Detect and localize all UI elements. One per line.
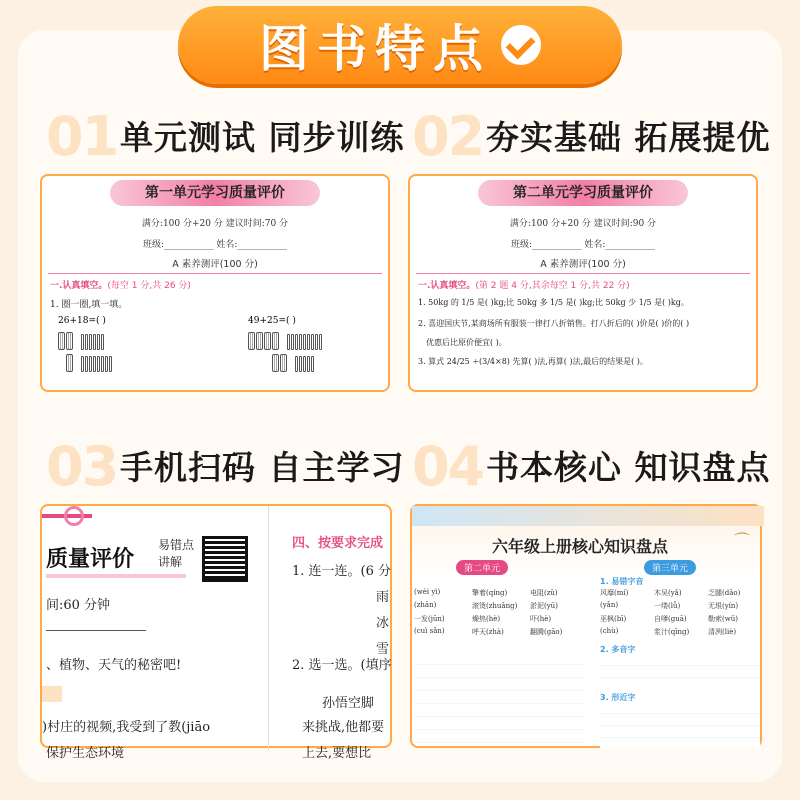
- left-polyphone-block: [414, 652, 586, 744]
- word-snow: 雪: [376, 642, 390, 657]
- divider: [48, 273, 382, 274]
- card-scan-preview: [40, 504, 392, 761]
- card-foundation-preview: [408, 174, 758, 392]
- section-number: 02: [412, 105, 484, 168]
- doc-title: 第一单元学习质量评价: [110, 180, 320, 206]
- word-row: [414, 588, 588, 601]
- right-question-1: 1. 连一连。(6 分: [292, 564, 392, 579]
- section-04-header: [412, 435, 771, 498]
- section-number: 04: [412, 435, 484, 498]
- word-cell: 浆汁(qīng): [654, 628, 690, 636]
- right-word-table: [600, 588, 762, 640]
- word-row: [600, 614, 762, 627]
- word-cell: (chù): [600, 627, 619, 635]
- banner-title: 图书特点: [259, 20, 491, 78]
- text-line-a: 、植物、天气的秘密吧!: [46, 658, 182, 673]
- doc-title: 第二单元学习质量评价: [478, 180, 688, 206]
- equation-1: 26+18=( ): [58, 316, 106, 326]
- word-row: [414, 627, 588, 640]
- question-3: 3. 算式 24/25 ÷(3/4×8) 先算( )法,再算( )法,最后的结果是( )。: [418, 357, 648, 366]
- question-1: 1. 圈一圈,填一填。: [50, 300, 128, 310]
- section-similar-shapes: 3. 形近字: [600, 693, 636, 702]
- time-line: 间:60 分钟: [46, 598, 111, 613]
- divider: [416, 273, 750, 274]
- question-section-label: 一.认真填空。(每空 1 分,共 26 分): [50, 281, 191, 291]
- sticks-illustration: [42, 332, 388, 372]
- right-section-head: 四、按要求完成: [292, 536, 384, 551]
- word-row: [600, 588, 762, 601]
- text-line-c: 保护生态环境: [46, 746, 125, 761]
- word-rain: 雨: [376, 590, 390, 605]
- right-shape-block: [600, 702, 760, 748]
- question-2-cont: 优惠后比原价便宜( )。: [426, 338, 507, 347]
- score-line: 满分:100 分+20 分 建议时间:70 分: [141, 219, 289, 229]
- right-line-1: 孙悟空脚: [322, 696, 375, 711]
- word-cell: 无垠(yín): [708, 602, 739, 610]
- check-icon: [501, 25, 541, 65]
- class-name-line: 班级:___________ 姓名:___________: [143, 240, 287, 250]
- swirl-icon: [64, 506, 84, 526]
- word-cell: 乏腿(dǎo): [708, 589, 741, 597]
- section-number: 03: [46, 435, 118, 498]
- section-polyphones: 2. 多音字: [600, 645, 636, 654]
- section-03-header: [46, 435, 405, 498]
- word-cell: 清冽(liè): [708, 628, 737, 636]
- unit-badge-left: 第二单元: [456, 560, 508, 575]
- word-cell: (cuì sǎn): [414, 627, 445, 635]
- section-title: 手机扫码 自主学习: [120, 447, 405, 487]
- sub-heading: A 素养测评(100 分): [172, 259, 258, 270]
- word-cell: 木吴(yǎ): [654, 589, 682, 597]
- word-cell: 燥热(hè): [472, 615, 501, 623]
- word-cell: 一缕(lǚ): [654, 602, 681, 610]
- card-knowledge-preview: [410, 504, 762, 748]
- word-cell: 呼天(zhà): [472, 628, 504, 636]
- section-01-header: [46, 105, 405, 168]
- right-line-2: 来挑战,他都要: [302, 720, 385, 735]
- header-banner: [178, 6, 622, 84]
- section-number: 01: [46, 105, 118, 168]
- section-easy-sounds: 1. 易错字音: [600, 577, 644, 586]
- qr-code[interactable]: [202, 536, 248, 582]
- word-row: [600, 627, 762, 640]
- text-line-b: )村庄的视频,我受到了教(jiāo: [42, 720, 211, 735]
- question-1: 1. 50kg 的 1/5 是( )kg;比 50kg 多 1/5 是( )kg;比 50kg 少 1/5 是( )kg。: [418, 298, 689, 307]
- word-cell: 擎着(qíng): [472, 589, 508, 597]
- right-question-2: 2. 选一选。(填序: [292, 658, 392, 673]
- section-02-header: [412, 105, 771, 168]
- question-2: 2. 喜迎国庆节,某商场所有服装一律打八折销售。打八折后的( )价是( )价的( ): [418, 319, 690, 328]
- section-title: 单元测试 同步训练: [120, 117, 405, 157]
- word-cell: (yǎn): [600, 601, 619, 609]
- score-line: 满分:100 分+20 分 建议时间:90 分: [509, 219, 657, 229]
- word-row: [600, 601, 762, 614]
- right-line-3: 上去,要想比: [302, 746, 372, 761]
- section-title: 夯实基础 拓展提优: [486, 117, 771, 157]
- word-cell: 淤泥(yū): [530, 602, 558, 610]
- bird-icon: ⌒: [734, 531, 751, 550]
- word-cell: 滚烫(zhuǎng): [472, 602, 518, 610]
- left-word-table: [414, 588, 588, 640]
- section-title: 书本核心 知识盘点: [486, 447, 771, 487]
- question-section-label: 一.认真填空。(第 2 题 4 分,其余每空 1 分,共 22 分): [418, 281, 630, 291]
- word-cell: (zhān): [414, 601, 437, 609]
- qr-label: 易错点讲解: [158, 538, 195, 569]
- equation-2: 49+25=( ): [248, 316, 296, 326]
- word-row: [414, 614, 588, 627]
- word-cell: 自嗲(guā): [654, 615, 687, 623]
- word-row: [414, 601, 588, 614]
- word-ice: 冰: [376, 616, 390, 631]
- word-cell: 巫枫(bī): [600, 615, 627, 623]
- unit-badge-right: 第三单元: [644, 560, 696, 575]
- word-cell: 电阻(zǔ): [530, 589, 558, 597]
- sub-heading: A 素养测评(100 分): [540, 259, 626, 270]
- right-polyphone-block: [600, 654, 760, 688]
- word-cell: 风靡(mí): [600, 589, 629, 597]
- word-cell: 吓(hè): [530, 615, 552, 623]
- class-name-line: 班级:___________ 姓名:___________: [511, 240, 655, 250]
- card-unit-test-preview: [40, 174, 390, 392]
- word-cell: (wèi yì): [414, 588, 441, 596]
- doc-title: 六年级上册核心知识盘点: [492, 537, 669, 556]
- word-cell: 翻腾(gāo): [530, 628, 563, 636]
- word-cell: 勒索(wǔ): [708, 615, 738, 623]
- doc-title: 质量评价: [46, 547, 135, 572]
- word-cell: 一发(jūn): [414, 615, 445, 623]
